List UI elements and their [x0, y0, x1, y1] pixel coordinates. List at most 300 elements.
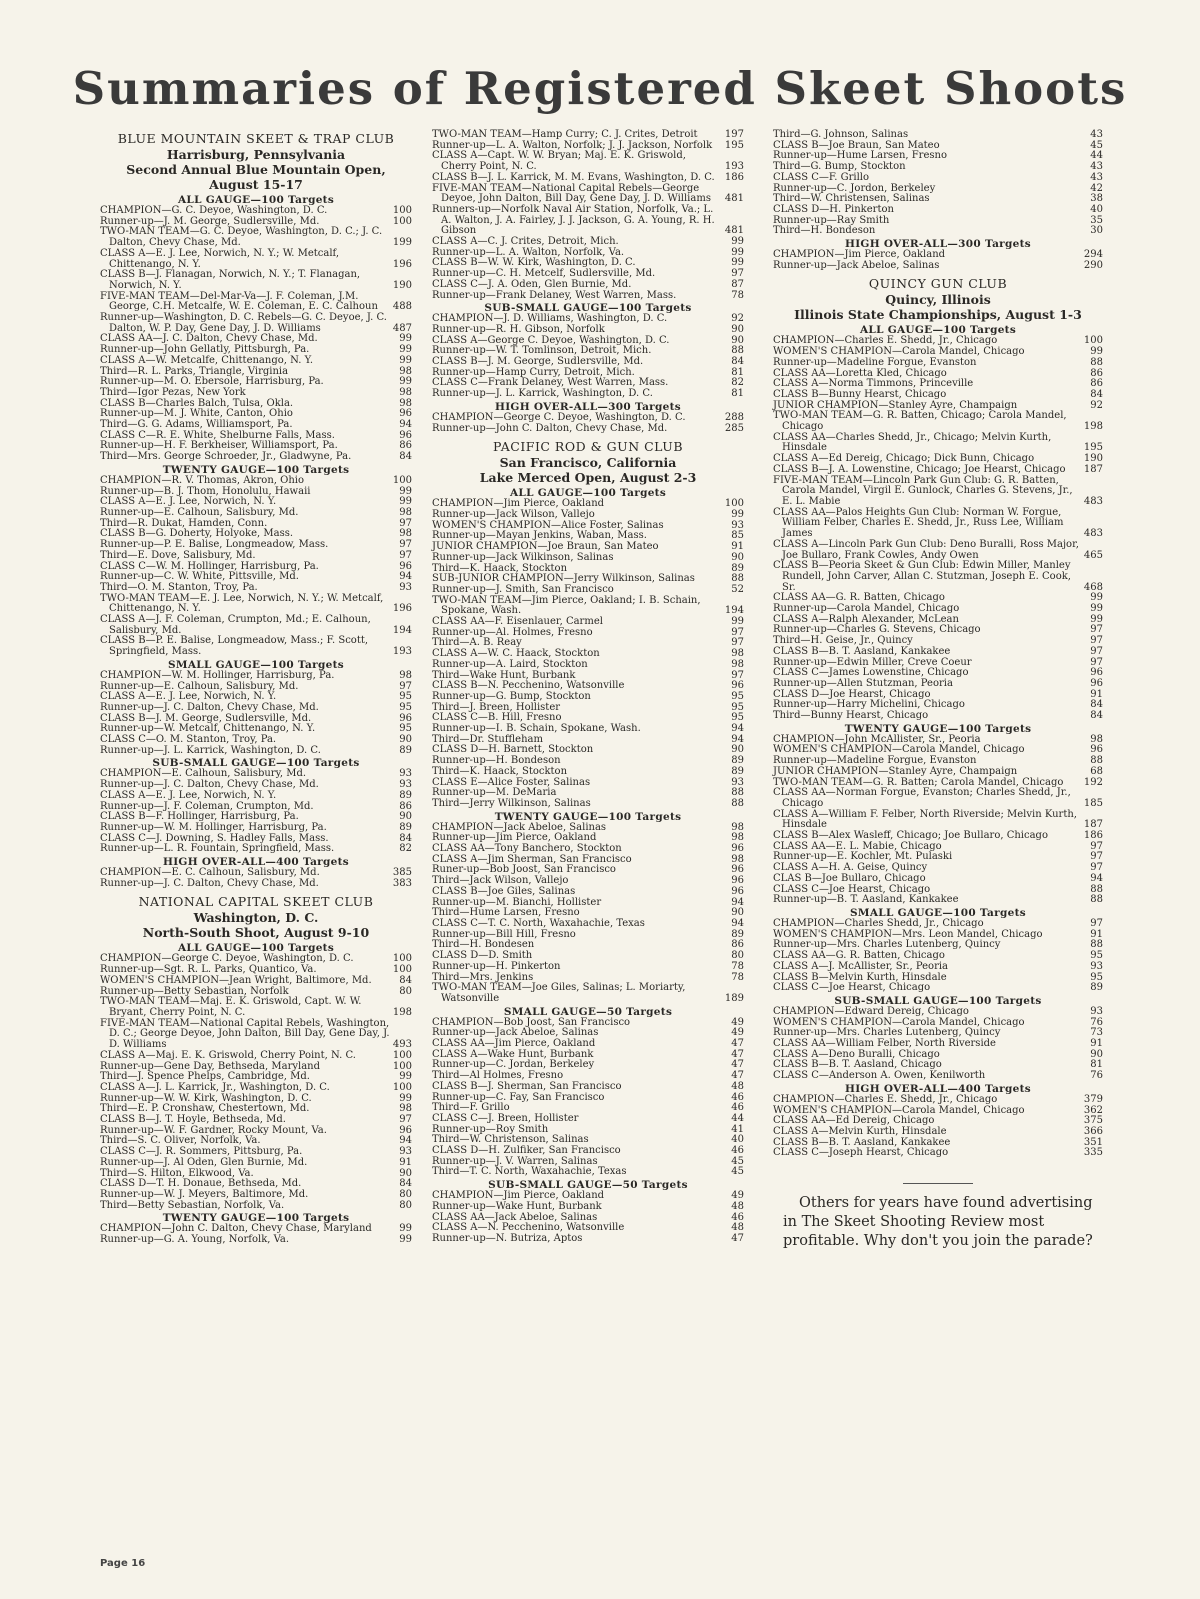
- entry-name: CLASS B—B. T. Aasland, Chicago: [773, 1059, 942, 1071]
- entry-name: CLASS A—N. Pecchenino, Watsonville: [432, 1222, 625, 1234]
- result-entry: [100, 671, 412, 682]
- entry-name: Runner-up—J. L. Karrick, Washington, D. C.: [100, 744, 321, 756]
- entry-score: 195: [724, 139, 744, 151]
- entry-name: Runner-up—B. T. Aasland, Kankakee: [773, 894, 959, 906]
- entry-score: 89: [731, 765, 744, 777]
- entry-name: CLASS AA—Loretta Kled, Chicago: [773, 367, 947, 379]
- entry-name: CLASS A—Melvin Kurth, Hinsdale: [773, 1125, 947, 1137]
- entry-score: 97: [399, 680, 412, 692]
- entry-name: CLASS A—C. J. Crites, Detroit, Mich.: [432, 236, 619, 248]
- entry-score: 94: [399, 1135, 412, 1147]
- result-entry: [432, 660, 744, 671]
- entry-name: Runner-up—C. Fay, San Francisco: [432, 1091, 605, 1103]
- entry-score: 91: [731, 541, 744, 553]
- entry-name: CLASS A—Lincoln Park Gun Club: Deno Buralli, Ross Major, Joe Bullaro, Frank Cowles, Andy Owen: [773, 538, 1079, 561]
- entry-score: 92: [731, 313, 744, 325]
- entry-name: CLASS D—H. Barnett, Stockton: [432, 744, 594, 756]
- entry-score: 90: [399, 1167, 412, 1179]
- club-name: QUINCY GUN CLUB: [868, 276, 1008, 292]
- entry-name: Runner-up—B. J. Thom, Honolulu, Hawaii: [100, 485, 311, 497]
- result-entry: [432, 596, 744, 617]
- entry-name: Third—W. Christenson, Salinas: [432, 1134, 589, 1146]
- gauge-heading: SUB-SMALL GAUGE—100 Targets: [484, 302, 692, 315]
- entry-name: CLASS A—J. F. Coleman, Crumpton, Md.; E. Calhoun, Salisbury, Md.: [100, 614, 371, 636]
- entry-score: 90: [1090, 1048, 1103, 1060]
- entry-name: Runner-up—Mayan Jenkins, Waban, Mass.: [432, 530, 647, 542]
- entry-name: CHAMPION—Charles E. Shedd, Jr., Chicago: [773, 335, 998, 347]
- entry-name: FIVE-MAN TEAM—National Capital Rebels, Washington, D. C.; George Deyoe, John Dalton, Bill Day, Gene Day, J. D. Williams: [100, 1017, 390, 1051]
- entry-score: 98: [731, 832, 744, 844]
- entry-score: 78: [731, 289, 744, 301]
- entry-score: 97: [1090, 851, 1103, 863]
- entry-score: 98: [399, 528, 412, 540]
- entry-score: 86: [1090, 367, 1103, 379]
- entry-name: CLASS B—F. Hollinger, Harrisburg, Pa.: [100, 811, 299, 823]
- entry-score: 47: [731, 1070, 744, 1082]
- entry-name: Third—Mrs. Jenkins: [432, 971, 534, 983]
- entry-score: 95: [399, 691, 412, 703]
- entry-score: 99: [399, 1071, 412, 1083]
- entry-score: 96: [731, 885, 744, 897]
- entry-score: 97: [399, 517, 412, 529]
- entry-name: CLASS B—Joe Braun, San Mateo: [773, 139, 940, 151]
- result-entry: [100, 551, 412, 562]
- entry-name: CHAMPION—Charles E. Shedd, Jr., Chicago: [773, 1093, 998, 1105]
- entry-score: 48: [731, 1222, 744, 1234]
- entry-score: 100: [724, 498, 744, 510]
- entry-name: Runner-up—J. C. Dalton, Chevy Chase, Md.: [100, 701, 319, 713]
- entry-score: 198: [1083, 421, 1103, 433]
- entry-name: CLASS A—H. A. Geise, Quincy: [773, 862, 928, 874]
- entry-score: 194: [392, 624, 412, 636]
- entry-score: 88: [1090, 894, 1103, 906]
- result-entry: [773, 810, 1103, 831]
- entry-score: 90: [731, 334, 744, 346]
- entry-score: 465: [1083, 549, 1103, 561]
- entry-name: CHAMPION—Edward Dereig, Chicago: [773, 1005, 969, 1017]
- entry-score: 96: [1090, 677, 1103, 689]
- entry-name: CLASS A—J. McAllister, Sr., Peoria: [773, 960, 949, 972]
- result-entry: [100, 879, 412, 890]
- entry-name: TWO-MAN TEAM—Jim Pierce, Oakland; I. B. Schain, Spokane, Wash.: [432, 594, 701, 617]
- entry-name: CLASS AA—Charles Shedd, Jr., Chicago; Melvin Kurth, Hinsdale: [773, 431, 1052, 454]
- entry-score: 44: [731, 1112, 744, 1124]
- entry-score: 187: [1083, 463, 1103, 475]
- column-1: [100, 130, 412, 1252]
- entry-score: 96: [731, 864, 744, 876]
- entry-name: Third—Wake Hunt, Burbank: [432, 669, 576, 681]
- entry-score: 99: [399, 1234, 412, 1246]
- entry-name: CHAMPION—Jim Pierce, Oakland: [773, 249, 946, 261]
- entry-score: 89: [731, 928, 744, 940]
- result-entry: [100, 292, 412, 313]
- entry-score: 185: [1083, 797, 1103, 809]
- entry-score: 99: [1090, 603, 1103, 615]
- result-entry: [432, 413, 744, 424]
- entry-name: Third—Betty Sebastian, Norfolk, Va.: [100, 1199, 285, 1211]
- entry-score: 93: [1090, 1005, 1103, 1017]
- entry-name: CLASS A—E. J. Lee, Norwich, N. Y.; W. Metcalf, Chittenango, N. Y.: [100, 247, 340, 270]
- entry-name: Runner-up—E. Calhoun, Salisbury, Md.: [100, 680, 299, 692]
- entry-name: CLASS C—J. A. Oden, Glen Burnie, Md.: [432, 278, 632, 290]
- result-entry: [432, 280, 744, 291]
- entry-name: Runner-up—G. A. Young, Norfolk, Va.: [100, 1234, 290, 1246]
- entry-name: Runner-up—H. F. Berkheiser, Williamsport, Pa.: [100, 440, 338, 452]
- entry-name: Third—G. G. Adams, Williamsport, Pa.: [100, 419, 293, 431]
- entry-score: 98: [399, 1103, 412, 1115]
- entry-score: 196: [392, 258, 412, 270]
- entry-score: 100: [392, 205, 412, 216]
- entry-name: Third—G. Johnson, Salinas: [773, 129, 909, 140]
- entry-name: CLASS AA—Ed Dereig, Chicago: [773, 1115, 935, 1127]
- entry-score: 86: [399, 800, 412, 812]
- gauge-heading: SMALL GAUGE—100 Targets: [168, 658, 344, 671]
- entry-name: CLASS E—Alice Foster, Salinas: [432, 776, 591, 788]
- entry-name: CLASS B—Joe Giles, Salinas: [432, 885, 576, 897]
- result-entry: [432, 585, 744, 596]
- entry-name: Runner-up—P. E. Balise, Longmeadow, Mass.: [100, 539, 329, 551]
- entry-name: Third—Mrs. George Schroeder, Jr., Gladwyne, Pa.: [100, 451, 352, 463]
- entry-name: CHAMPION—R. V. Thomas, Akron, Ohio: [100, 474, 304, 486]
- result-entry: [100, 1235, 412, 1246]
- entry-score: 96: [1090, 667, 1103, 679]
- entry-name: Runner-up—H. Bondeson: [432, 755, 561, 767]
- entry-score: 97: [731, 637, 744, 649]
- gauge-heading: SMALL GAUGE—100 Targets: [850, 907, 1026, 919]
- entry-score: 98: [731, 658, 744, 670]
- column-3-body: [773, 130, 1103, 1159]
- gauge-heading: TWENTY GAUGE—100 Targets: [162, 463, 350, 476]
- entry-name: Runner-up—Frank Delaney, West Warren, Mass.: [432, 289, 677, 301]
- entry-score: 76: [1090, 1016, 1103, 1028]
- entry-name: Runner-up—J. C. Dalton, Chevy Chase, Md.: [100, 779, 319, 791]
- entry-score: 47: [731, 1059, 744, 1071]
- entry-name: CLASS A—Capt. W. W. Bryan; Maj. E. K. Griswold, Cherry Point, N. C.: [432, 150, 686, 173]
- entry-name: Runner-up—Sgt. R. L. Parks, Quantico, Va.: [100, 964, 317, 976]
- entry-name: CLASS D—Joe Hearst, Chicago: [773, 688, 931, 700]
- gauge-heading: ALL GAUGE—100 Targets: [177, 194, 335, 206]
- entry-score: 186: [1083, 830, 1103, 842]
- entry-name: Runner-up—W. J. Meyers, Baltimore, Md.: [100, 1188, 309, 1200]
- entry-name: CLASS A—Ed Dereig, Chicago; Dick Bunn, Chicago: [773, 453, 1035, 465]
- entry-name: Runner-up—Harry Michelini, Chicago: [773, 699, 965, 711]
- entry-score: 97: [1090, 656, 1103, 668]
- entry-name: Runner-up—Jim Pierce, Oakland: [432, 832, 597, 844]
- club-location: Washington, D. C.: [193, 910, 319, 926]
- entry-name: CLASS A—Wake Hunt, Burbank: [432, 1048, 594, 1060]
- entry-score: 84: [1090, 699, 1103, 711]
- entry-score: 90: [731, 907, 744, 919]
- entry-score: 95: [1090, 971, 1103, 983]
- column-3: [773, 130, 1103, 1251]
- entry-score: 89: [731, 562, 744, 574]
- entry-name: Runner-up—Madeline Forgue, Evanston: [773, 356, 977, 368]
- result-entry: [432, 1082, 744, 1093]
- entry-name: CLASS A—E. J. Lee, Norwich, N. Y.: [100, 496, 277, 508]
- result-entry: [100, 594, 412, 615]
- entry-name: CLASS A—Maj. E. K. Griswold, Cherry Point, N. C.: [100, 1049, 356, 1061]
- entry-score: 43: [1090, 129, 1103, 140]
- gauge-heading: HIGH OVER-ALL—300 Targets: [495, 400, 681, 413]
- entry-score: 47: [731, 1048, 744, 1060]
- entry-score: 52: [731, 583, 744, 595]
- result-entry: [100, 1051, 412, 1062]
- entry-score: 97: [1090, 918, 1103, 929]
- result-entry: [432, 1167, 744, 1178]
- gauge-heading: TWENTY GAUGE—100 Targets: [162, 1212, 350, 1225]
- entry-name: Runner-up—L. R. Fountain, Springfield, Mass.: [100, 843, 335, 855]
- result-entry: [432, 205, 744, 237]
- entry-name: WOMEN'S CHAMPION—Carola Mandel, Chicago: [773, 1016, 1025, 1028]
- entry-score: 99: [731, 257, 744, 269]
- entry-score: 98: [399, 506, 412, 518]
- entry-name: CLASS AA—Palos Heights Gun Club: Norman W. Forgue, William Felber, Charles E. Shedd, Jr., Russ Lee, William James: [773, 506, 1064, 540]
- entry-score: 46: [731, 1091, 744, 1103]
- entry-name: CLASS B—J. L. Karrick, M. M. Evans, Washington, D. C.: [432, 171, 715, 183]
- entry-name: CLASS A—J. L. Karrick, Jr., Washington, D. C.: [100, 1081, 330, 1093]
- entry-score: 97: [1090, 862, 1103, 874]
- entry-name: Runner-up—W. M. Hollinger, Harrisburg, Pa.: [100, 821, 327, 833]
- entry-score: 91: [1090, 928, 1103, 940]
- entry-score: 99: [399, 485, 412, 497]
- entry-score: 100: [1083, 335, 1103, 347]
- entry-name: Runner-up—C. Jordon, Berkeley: [773, 182, 936, 194]
- entry-score: 483: [1083, 528, 1103, 540]
- entry-name: CLASS B—B. T. Aasland, Kankakee: [773, 1136, 951, 1148]
- entry-name: Third—T. C. North, Waxahachie, Texas: [432, 1166, 627, 1178]
- entry-name: CLASS B—Alex Wasleff, Chicago; Joe Bullaro, Chicago: [773, 830, 1048, 842]
- entry-name: Runner-up—J. V. Warren, Salinas: [432, 1155, 598, 1167]
- club-name: PACIFIC ROD & GUN CLUB: [492, 439, 684, 455]
- entry-score: 84: [399, 1178, 412, 1190]
- entry-score: 45: [731, 1166, 744, 1178]
- entry-name: FIVE-MAN TEAM—Del-Mar-Va—J. F. Coleman, J.M. George, C.H. Metcalfe, W. E. Coleman, E. C. Calhoun: [100, 290, 378, 313]
- entry-name: CLASS B—P. E. Balise, Longmeadow, Mass.; F. Scott, Springfield, Mass.: [100, 635, 369, 658]
- entry-score: 192: [1083, 776, 1103, 788]
- entry-name: CLASS C—F. Grillo: [773, 171, 869, 183]
- entry-score: 90: [399, 734, 412, 746]
- entry-name: WOMEN'S CHAMPION—Carola Mandel, Chicago: [773, 346, 1025, 358]
- entry-name: CLASS C—Joe Hearst, Chicago: [773, 982, 931, 994]
- entry-name: Runner-up—N. Butriza, Aptos: [432, 1232, 583, 1244]
- entry-score: 46: [731, 1102, 744, 1114]
- entry-score: 93: [399, 779, 412, 791]
- entry-score: 288: [724, 411, 744, 423]
- entry-score: 96: [399, 1124, 412, 1136]
- entry-score: 42: [1090, 182, 1103, 194]
- entry-score: 80: [731, 950, 744, 962]
- entry-name: Runner-up—Jack Wilson, Vallejo: [432, 508, 595, 520]
- entry-score: 98: [399, 386, 412, 398]
- club-section: [100, 895, 412, 1245]
- club-location: San Francisco, California: [499, 455, 677, 471]
- result-entry: [100, 1158, 412, 1169]
- entry-score: 82: [731, 377, 744, 389]
- entry-name: CLASS AA—J. C. Dalton, Chevy Chase, Md.: [100, 333, 318, 345]
- entry-name: SUB-JUNIOR CHAMPION—Jerry Wilkinson, Salinas: [432, 573, 695, 585]
- result-entry: [100, 615, 412, 636]
- entry-score: 99: [731, 508, 744, 520]
- entry-score: 41: [731, 1123, 744, 1135]
- entry-name: WOMEN'S CHAMPION—Mrs. Leon Mandel, Chicago: [773, 928, 1043, 940]
- entry-name: CLASS C—Joe Hearst, Chicago: [773, 883, 931, 895]
- entry-name: Runner-up—Ray Smith: [773, 214, 890, 226]
- entry-name: Runner-up—Madeline Forgue, Evanston: [773, 755, 977, 767]
- result-entry: [432, 1202, 744, 1213]
- result-entry: [100, 452, 412, 463]
- entry-name: Third—K. Haack, Stockton: [432, 765, 568, 777]
- entry-name: Third—K. Haack, Stockton: [432, 562, 568, 574]
- entry-score: 98: [399, 365, 412, 377]
- entry-name: Runner-up—W. F. Gardner, Rocky Mount, Va.: [100, 1124, 327, 1136]
- entry-name: CLASS C—R. E. White, Shelburne Falls, Mass.: [100, 429, 335, 441]
- entry-score: 46: [731, 1145, 744, 1157]
- entry-score: 379: [1083, 1093, 1103, 1105]
- advertisement-text: Others for years have found advertising in The Skeet Shooting Review most profitable. Why don't you join the parade?: [783, 1195, 1093, 1250]
- divider-rule: [903, 1183, 973, 1184]
- result-entry: [432, 291, 744, 302]
- entry-score: 90: [731, 551, 744, 563]
- entry-score: 96: [399, 560, 412, 572]
- entry-name: CLASS C—W. M. Hollinger, Harrisburg, Pa.: [100, 560, 319, 572]
- entry-name: Runner-up—R. H. Gibson, Norfolk: [432, 323, 605, 335]
- entry-score: 88: [731, 573, 744, 585]
- gauge-heading: SUB-SMALL GAUGE—50 Targets: [488, 1179, 688, 1192]
- entry-score: 97: [1090, 645, 1103, 657]
- entry-name: TWO-MAN TEAM—G. R. Batten, Chicago; Carola Mandel, Chicago: [773, 410, 1067, 433]
- entry-name: Third—G. Bump, Stockton: [773, 161, 906, 173]
- entry-score: 85: [731, 530, 744, 542]
- entry-name: TWO-MAN TEAM—G. R. Batten; Carola Mandel, Chicago: [773, 776, 1064, 788]
- entry-name: CLASS AA—G. R. Batten, Chicago: [773, 592, 945, 604]
- entry-score: 94: [731, 723, 744, 735]
- gauge-heading: ALL GAUGE—100 Targets: [509, 487, 667, 500]
- entry-name: Third—J. Breen, Hollister: [432, 701, 561, 713]
- entry-name: Runner-up—Jack Wilkinson, Salinas: [432, 551, 614, 563]
- entry-score: 196: [392, 603, 412, 615]
- entry-name: Runner-up—Jack Abeloe, Salinas: [773, 259, 940, 271]
- entry-name: Runner-up—J. Smith, San Francisco: [432, 583, 614, 595]
- entry-score: 97: [731, 669, 744, 681]
- entry-name: CHAMPION—G. C. Deyoe, Washington, D. C.: [100, 205, 328, 216]
- entry-name: Runner-up—J. C. Dalton, Chevy Chase, Md.: [100, 877, 319, 889]
- entry-name: TWO-MAN TEAM—G. C. Deyoe, Washington, D. C.; J. C. Dalton, Chevy Chase, Md.: [100, 226, 383, 249]
- entry-name: Runner-up—G. Bump, Stockton: [432, 690, 591, 702]
- entry-score: 96: [399, 712, 412, 724]
- entry-name: Runner-up—L. A. Walton, Norfolk, Va.: [432, 246, 625, 258]
- result-entry: [432, 553, 744, 564]
- entry-score: 481: [724, 193, 744, 205]
- entry-name: CLASS AA—William Felber, North Riverside: [773, 1038, 996, 1050]
- entry-score: 84: [399, 451, 412, 463]
- entry-name: Runner-up—Hamp Curry, Detroit, Mich.: [432, 366, 635, 378]
- entry-score: 197: [724, 129, 744, 140]
- entry-score: 94: [731, 896, 744, 908]
- result-entry: [100, 313, 412, 334]
- entry-score: 193: [392, 646, 412, 658]
- page-title: Summaries of Registered Skeet Shoots: [72, 62, 1128, 115]
- entry-name: CLASS AA—E. L. Mabie, Chicago: [773, 840, 942, 852]
- entry-name: Third—E. P. Cronshaw, Chestertown, Md.: [100, 1103, 310, 1115]
- entry-name: CLASS D—H. Pinkerton: [773, 203, 894, 215]
- entry-name: CLASS D—H. Zulfiker, San Francisco: [432, 1145, 621, 1157]
- entry-name: Runner-up—Edwin Miller, Creve Coeur: [773, 656, 972, 668]
- entry-score: 100: [392, 953, 412, 965]
- entry-name: Runner-up—E. Calhoun, Salisbury, Md.: [100, 506, 299, 518]
- entry-score: 90: [399, 811, 412, 823]
- entry-score: 98: [1090, 733, 1103, 745]
- entry-name: Runner-up—H. Pinkerton: [432, 960, 561, 972]
- entry-score: 488: [392, 301, 412, 313]
- entry-score: 73: [1090, 1027, 1103, 1039]
- entry-name: Runner-up—Jack Abeloe, Salinas: [432, 1027, 599, 1039]
- entry-name: Third—A. B. Reay: [432, 637, 522, 649]
- entry-score: 97: [1090, 840, 1103, 852]
- entry-name: CLASS C—James Lowenstine, Chicago: [773, 667, 969, 679]
- entry-score: 78: [731, 971, 744, 983]
- entry-score: 290: [1083, 259, 1103, 271]
- entry-score: 95: [731, 712, 744, 724]
- club-section: [773, 277, 1103, 1159]
- gauge-heading: TWENTY GAUGE—100 Targets: [844, 722, 1032, 735]
- entry-name: Third—O. M. Stanton, Troy, Pa.: [100, 581, 258, 593]
- entry-score: 99: [1090, 613, 1103, 625]
- entry-score: 47: [731, 1038, 744, 1050]
- entry-name: CLASS A—W. C. Haack, Stockton: [432, 648, 600, 660]
- entry-name: Runner-up—Gene Day, Bethseda, Maryland: [100, 1060, 320, 1072]
- entry-score: 186: [724, 171, 744, 183]
- entry-name: CHAMPION—John McAllister, Sr., Peoria: [773, 733, 981, 745]
- entry-name: Runner-up—Bill Hill, Fresno: [432, 928, 576, 940]
- entry-score: 95: [1090, 950, 1103, 962]
- club-name: NATIONAL CAPITAL SKEET CLUB: [138, 894, 374, 910]
- entry-score: 43: [1090, 161, 1103, 173]
- entry-name: CHAMPION—J. D. Williams, Washington, D. C.: [432, 313, 668, 325]
- entry-name: Runner-up—W. W. Kirk, Washington, D. C.: [100, 1092, 312, 1104]
- entry-name: Runner-up—W. Metcalf, Chittenango, N. Y.: [100, 723, 316, 735]
- entry-name: CLASS C—O. M. Stanton, Troy, Pa.: [100, 734, 277, 746]
- entry-name: Third—F. Grillo: [432, 1102, 510, 1114]
- result-entry: [100, 746, 412, 757]
- entry-name: Third—Bunny Hearst, Chicago: [773, 710, 929, 722]
- entry-score: 99: [399, 333, 412, 345]
- entry-name: CLASS A—George C. Deyoe, Washington, D. C.: [432, 334, 670, 346]
- entry-name: CLASS A—W. Metcalfe, Chittenango, N. Y.: [100, 354, 314, 366]
- entry-name: CLASS B—N. Pecchenino, Watsonville: [432, 680, 625, 692]
- club-section: [432, 130, 744, 434]
- entry-name: CLASS A—E. J. Lee, Norwich, N. Y.: [100, 789, 277, 801]
- entry-score: 81: [1090, 1059, 1103, 1071]
- entry-score: 99: [1090, 346, 1103, 358]
- entry-score: 88: [731, 797, 744, 809]
- result-entry: [100, 476, 412, 487]
- entry-score: 80: [399, 1188, 412, 1200]
- entry-score: 81: [731, 388, 744, 400]
- result-entry: [773, 508, 1103, 540]
- entry-score: 99: [399, 376, 412, 388]
- entry-name: Third—R. L. Parks, Triangle, Virginia: [100, 365, 289, 377]
- result-entry: [773, 411, 1103, 432]
- entry-name: CHAMPION—John C. Dalton, Chevy Chase, Maryland: [100, 1223, 372, 1235]
- entry-score: 88: [1090, 356, 1103, 368]
- entry-name: Runner-up—Mrs. Charles Lutenberg, Quincy: [773, 1027, 1001, 1039]
- entry-name: CHAMPION—Jim Pierce, Oakland: [432, 498, 605, 510]
- entry-score: 99: [731, 246, 744, 258]
- entry-name: Runner-up—J. F. Coleman, Crumpton, Md.: [100, 800, 314, 812]
- entry-name: Runner-up—M. J. White, Canton, Ohio: [100, 408, 293, 420]
- entry-name: CLASS C—J. Downing, S. Hadley Falls, Mass.: [100, 832, 329, 844]
- club-section: [100, 132, 412, 889]
